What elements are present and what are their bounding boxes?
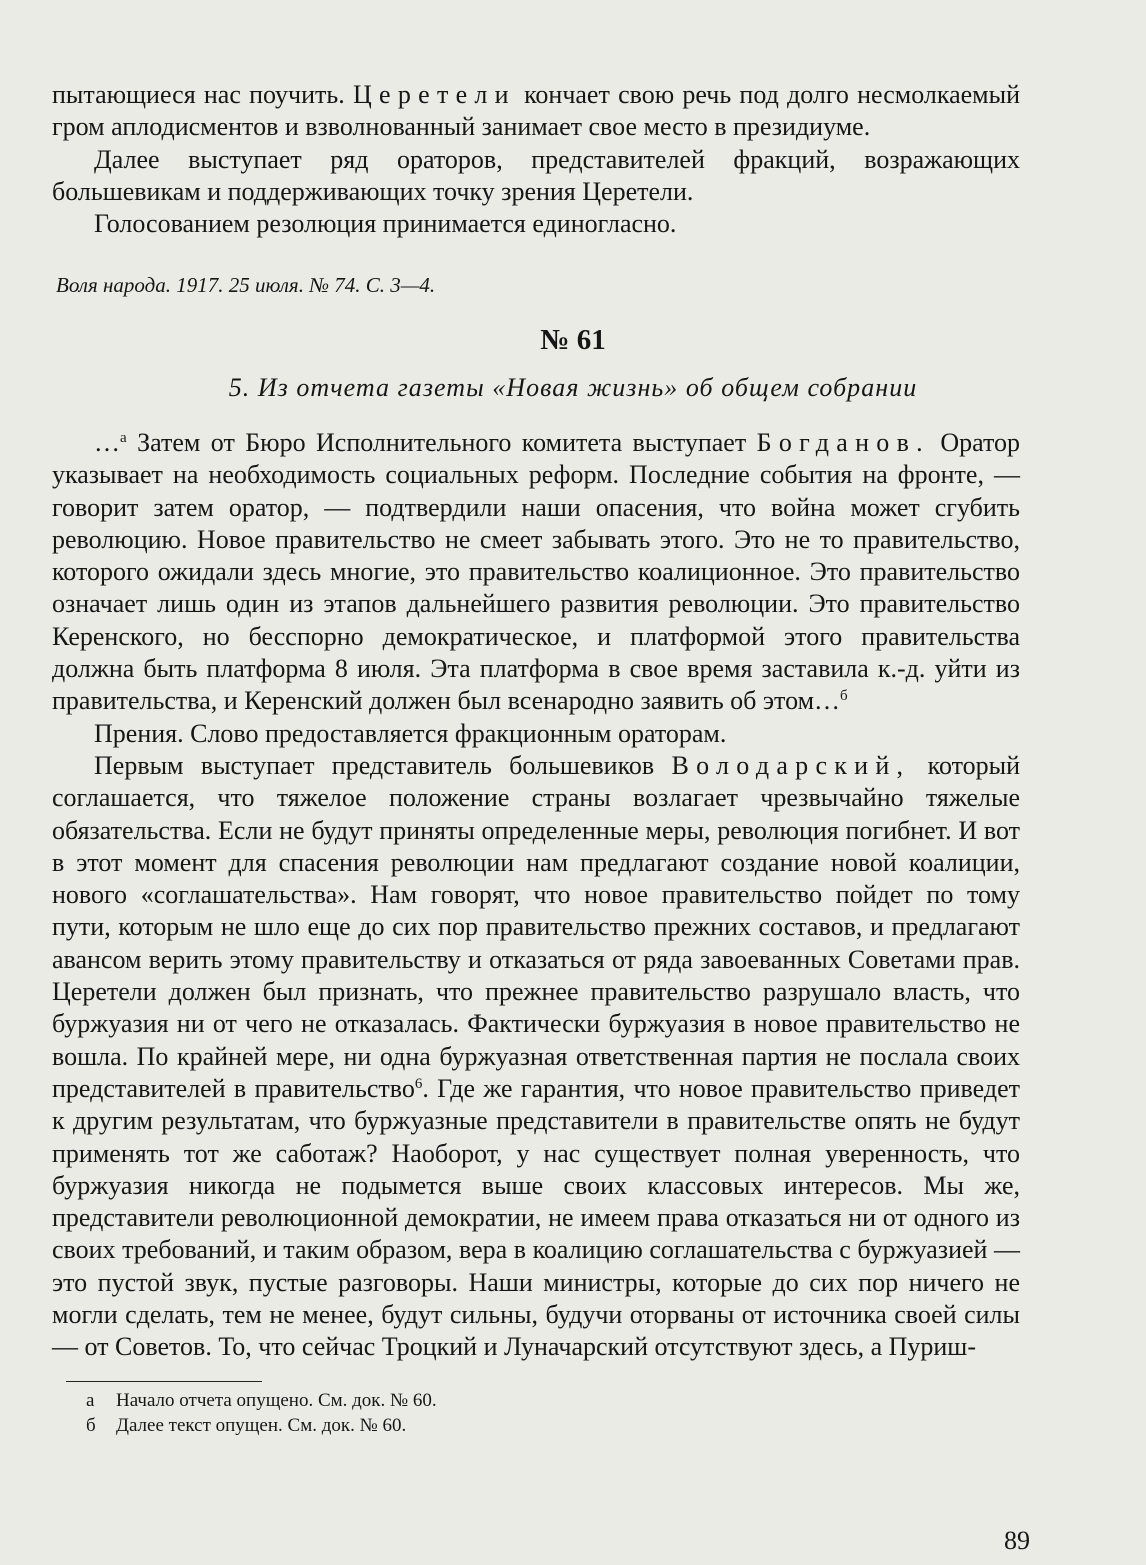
spaced-name: Володарский, — [671, 750, 911, 780]
footnote-ref: б — [840, 688, 848, 705]
paragraph: Далее выступает ряд ораторов, представителей фракций, возражающих большевикам и поддерживающих точку зрения Церетели. — [52, 144, 1020, 206]
text-run: пытающиеся нас поучить. — [52, 80, 345, 109]
main-text-block — [52, 427, 1020, 1364]
footnote-text: Далее текст опущен. См. док. № 60. — [116, 1415, 407, 1436]
text-run: который соглашается, что тяжелое положение страны возлагает чрезвычайно тяжелые обязательства. Если не будут приняты определенные меры, революция погибнет. И вот в этот момент для спасения революции нам предлагают создание новой коалиции, нового «соглашательства». Нам говорят, что новое правительство пойдет по тому пути, которым не шло еще до сих пор правительство прежних составов, и предлагают авансом верить этому правительству и отказаться от ряда завоеванных Советами прав. Церетели должен был признать, что прежнее правительство разрушало власть, что буржуазия ни от чего не отказалась. Фактически буржуазия в новое правительство не вошла. По крайней мере, ни одна буржуазная ответственная партия не послала своих представителей в правительство — [52, 750, 1021, 1103]
document-title: 5. Из отчета газеты «Новая жизнь» об общем собрании — [228, 373, 918, 402]
paragraph: Прения. Слово предоставляется фракционным ораторам. — [94, 718, 727, 748]
source-citation: Воля народа. 1917. 25 июля. № 74. С. 3—4. — [56, 273, 436, 297]
ellipsis: … — [94, 428, 120, 457]
text-run: кончает свою речь под долго несмолкаемый гром аплодисментов и взволнованный занимает свое место в президиуме. — [52, 80, 1021, 142]
footnote-ref: а — [120, 430, 127, 446]
document-number: № 61 — [540, 324, 606, 356]
paragraph — [52, 427, 1020, 718]
paragraph: Голосованием резолюция принимается единогласно. — [94, 209, 677, 239]
footnote — [86, 1389, 437, 1413]
paragraph — [52, 79, 1020, 144]
spaced-name: Богданов. — [756, 428, 930, 457]
page-number: 89 — [1004, 1526, 1030, 1555]
text-run: . Где же гарантия, что новое правительство приведет к другим результатам, что буржуазные представители в правительстве опять не будут применять тот же саботаж? Наоборот, у нас существует полная уверенность, что буржуазия никогда не подымется выше своих классовых интересов. Мы же, представители революционной демократии, не имеем права отказаться ни от одного из своих требований, и таким образом, вера в коалицию соглашательства с буржуазией — это пустой звук, пустые разговоры. Наши министры, которые до сих пор ничего не могли сделать, тем не менее, будут сильны, будучи оторваны от источника своей силы — от Советов. То, что сейчас Троцкий и Луначарский отсутствуют здесь, а Пуриш- — [52, 1073, 1020, 1362]
footnote-ref: 6 — [414, 1075, 423, 1092]
footnote-divider — [66, 1381, 262, 1382]
spaced-name: Церетели — [352, 80, 516, 109]
footnote — [86, 1414, 406, 1438]
text-run: Первым выступает представитель большевиков — [94, 750, 655, 780]
top-text-block — [52, 79, 1020, 240]
paragraph — [52, 750, 1020, 1364]
text-run: Затем от Бюро Исполнительного комитета выступает — [137, 428, 747, 457]
footnote-mark: б — [86, 1415, 96, 1436]
footnote-mark: а — [86, 1390, 95, 1411]
footnote-text: Начало отчета опущено. См. док. № 60. — [116, 1390, 437, 1411]
text-run: Оратор указывает на необходимость социальных реформ. Последние события на фронте, — говорит затем оратор, — подтвердили наши опасения, что война может сгубить революцию. Новое правительство не смеет забывать этого. Это не то правительство, которого ожидали здесь многие, это правительство коалиционное. Это правительство означает лишь один из этапов дальнейшего развития революции. Это правительство Керенского, но бесспорно демократическое, и платформой этого правительства должна быть платформа 8 июля. Эта платформа в свое время заставила к.-д. уйти из правительства, и Керенский должен был всенародно заявить об этом… — [52, 428, 1021, 716]
